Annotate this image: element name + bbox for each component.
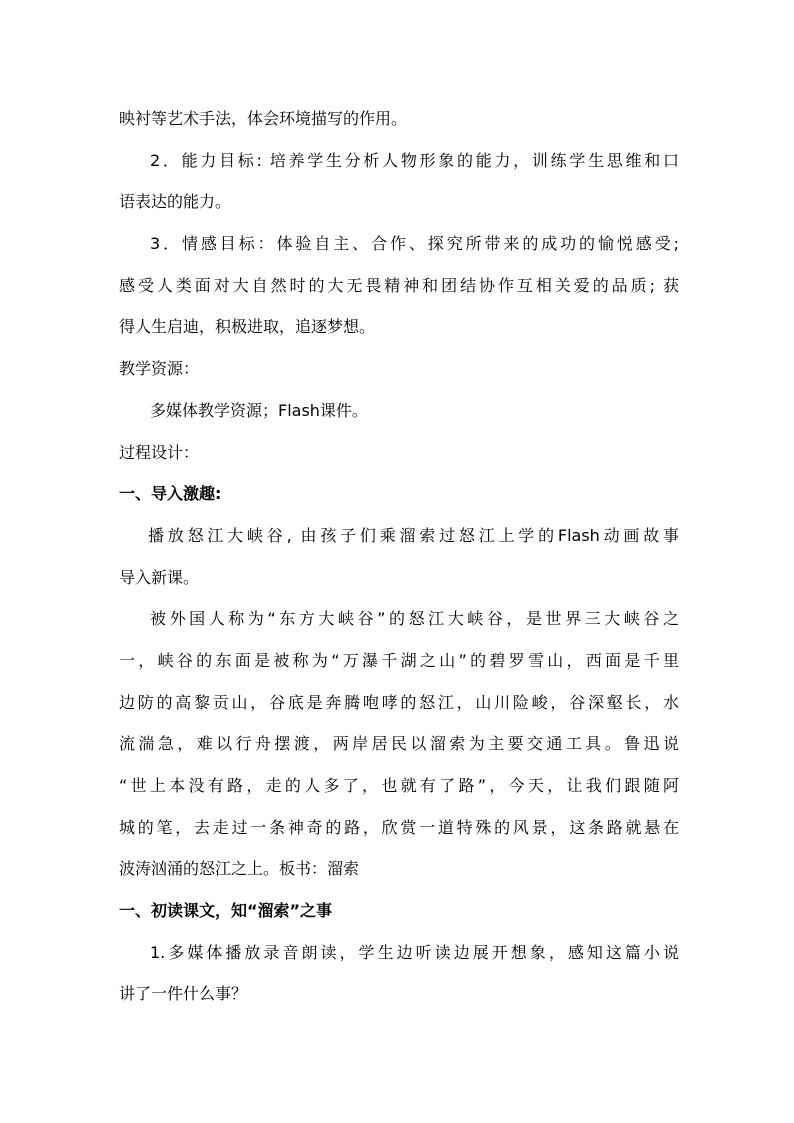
paragraph-line: 讲了一件什么事？: [119, 984, 248, 1004]
paragraph-line: 2．能力目标: 培养学生分析人物形象的能力，训练学生思维和口: [150, 150, 679, 170]
paragraph-line: 导入新课。: [119, 567, 200, 587]
paragraph-line: 波涛汹涌的怒江之上。板书：溜索: [119, 859, 360, 879]
paragraph-line: 播放怒江大峡谷, 由孩子们乘溜索过怒江上学的Flash动画故事: [148, 525, 679, 545]
paragraph-line: 得人生启迪，积极进取，追逐梦想。: [119, 317, 376, 337]
section-label: 过程设计：: [119, 442, 200, 462]
paragraph-line: 边防的高黎贡山，谷底是奔腾咆哮的怒江，山川险峻，谷深壑长，水: [119, 692, 679, 712]
paragraph-line: 被外国人称为“东方大峡谷”的怒江大峡谷，是世界三大峡谷之: [150, 609, 679, 629]
paragraph-line: 3．情感目标：体验自主、合作、探究所带来的成功的愉悦感受;: [150, 234, 679, 254]
paragraph-line: 一，峡谷的东面是被称为“万瀑千湖之山”的碧罗雪山，西面是千里: [119, 650, 679, 670]
document-body: [119, 98, 679, 1015]
section-label: 教学资源：: [119, 359, 200, 379]
paragraph-line: “世上本没有路，走的人多了，也就有了路”，今天，让我们跟随阿: [119, 776, 679, 795]
section-heading: 一、初读课文，知“溜索”之事: [119, 901, 333, 921]
paragraph-line: 语表达的能力。: [119, 192, 232, 212]
paragraph-line: 感受人类面对大自然时的大无畏精神和团结协作互相关爱的品质; 获: [119, 275, 679, 295]
paragraph-line: 流湍急，难以行舟摆渡，两岸居民以溜索为主要交通工具。鲁迅说: [119, 734, 679, 754]
paragraph-line: 映衬等艺术手法，体会环境描写的作用。: [119, 109, 408, 128]
section-heading: 一、导入激趣:: [119, 484, 222, 504]
paragraph-line: 1.多媒体播放录音朗读，学生边听读边展开想象，感知这篇小说: [150, 942, 679, 962]
paragraph-line: 多媒体教学资源；Flash课件。: [150, 400, 368, 420]
paragraph-line: 城的笔，去走过一条神奇的路，欣赏一道特殊的风景，这条路就悬在: [119, 817, 679, 837]
